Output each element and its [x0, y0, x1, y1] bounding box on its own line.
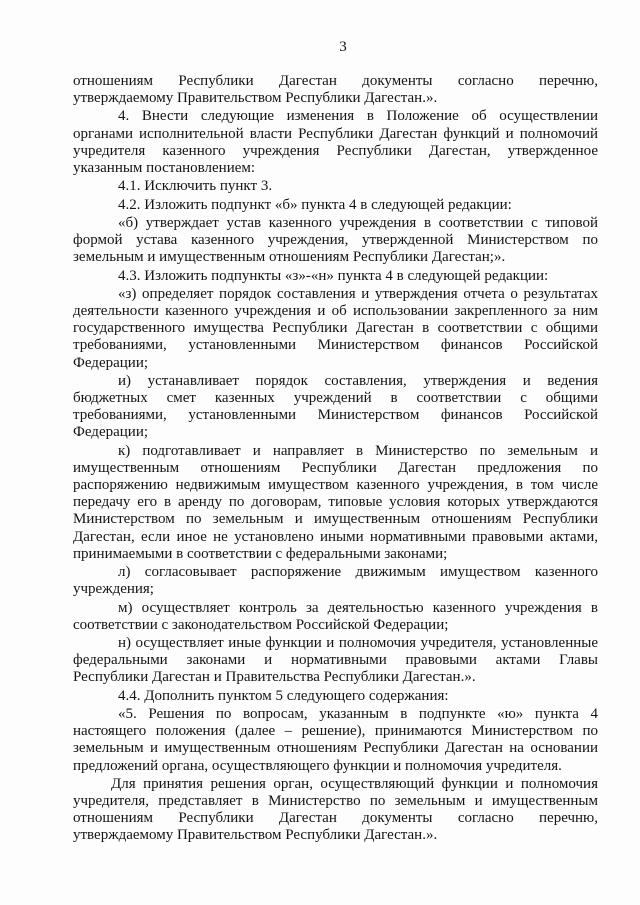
text-line: 4.4. Дополнить пунктом 5 следующего содержания:	[118, 687, 449, 704]
text-line: и) устанавливает порядок составления, утверждения и ведения	[118, 372, 598, 389]
text-line: учреждения;	[73, 581, 154, 598]
text-line: отношениям Республики Дагестан документы согласно перечню,	[73, 73, 598, 89]
text-line: требованиями, установленными Министерством финансов Российской	[73, 407, 598, 424]
text-line: государственного имущества Республики Дагестан в соответствии с общими	[73, 320, 598, 337]
paragraph-decision-procedure	[73, 776, 598, 845]
paragraph-subitem-l	[73, 564, 598, 598]
text-line: принимаемыми в соответствии с федеральными законами;	[73, 545, 448, 562]
text-line: имущественным отношениям Республики Дагестан предложения по	[73, 459, 598, 476]
paragraph-item-5	[73, 706, 598, 775]
text-line: земельным и имущественным отношениям Республики Дагестан;».	[73, 249, 506, 266]
text-line: Дагестан, если иное не установлено иными нормативными правовыми актами,	[73, 528, 598, 545]
text-line: «з) определяет порядок составления и утверждения отчета о результатах	[118, 285, 598, 302]
document-body	[73, 73, 598, 845]
text-line: 4.2. Изложить подпункт «б» пункта 4 в следующей редакции:	[118, 196, 512, 213]
text-line: распоряжению недвижимым имуществом казенного учреждения, в том числе	[73, 477, 598, 494]
text-line: отношениям Республики Дагестан документы согласно перечню,	[73, 810, 598, 827]
text-line: Федерации;	[73, 424, 149, 441]
text-line: утверждаемому Правительством Республики Дагестан.».	[73, 827, 438, 844]
paragraph-item-4-3	[73, 268, 598, 285]
text-line: учредителя, представляет в Министерство по земельным и имущественным	[73, 793, 598, 809]
text-line: Республики Дагестан и Правительства Республики Дагестан.».	[73, 669, 476, 686]
text-line: Федерации;	[73, 354, 149, 371]
text-line: 4. Внести следующие изменения в Положение об осуществлении	[118, 108, 598, 125]
paragraph-subitem-n	[73, 635, 598, 687]
text-line: требованиями, установленными Министерством финансов Российской	[73, 337, 598, 354]
text-line: учредителя казенного учреждения Республики Дагестан, утвержденное	[73, 142, 598, 159]
text-line: н) осуществляет иные функции и полномочия учредителя, установленные	[118, 635, 598, 652]
text-line: настоящего положения (далее – решение), принимаются Министерством по	[73, 723, 598, 740]
paragraph-continuation	[73, 73, 598, 107]
text-line: «б) утверждает устав казенного учреждения в соответствии с типовой	[118, 214, 598, 231]
paragraph-subitem-i	[73, 373, 598, 442]
paragraph-subitem-b	[73, 215, 598, 267]
text-line: 4.1. Исключить пункт 3.	[118, 178, 273, 195]
text-line: деятельности казенного учреждения и об использовании закрепленного за ним	[73, 303, 598, 319]
text-line: соответствии с законодательством Российской Федерации;	[73, 616, 449, 633]
paragraph-item-4	[73, 108, 598, 177]
text-line: Министерством по земельным и имущественным отношениям Республики	[73, 511, 598, 528]
text-line: органами исполнительной власти Республики Дагестан функций и полномочий	[73, 125, 598, 142]
page-number: 3	[339, 39, 347, 55]
text-line: Для принятия решения орган, осуществляющий функции и полномочия	[111, 775, 598, 792]
text-line: указанным постановлением:	[73, 160, 256, 177]
text-line: предложений органа, осуществляющего функции и полномочия учредителя.	[73, 757, 562, 774]
text-line: передачу его в аренду по договорам, типовые условия которых утверждаются	[73, 494, 598, 511]
text-line: м) осуществляет контроль за деятельностью казенного учреждения в	[118, 599, 598, 616]
paragraph-item-4-2	[73, 197, 598, 214]
paragraph-item-4-1	[73, 178, 598, 195]
text-line: формой устава казенного учреждения, утвержденной Министерством по	[73, 232, 598, 249]
text-line: федеральными законами и нормативными правовыми актами Главы	[73, 652, 598, 669]
text-line: бюджетных смет казенных учреждений в соответствии с общими	[73, 390, 598, 407]
text-line: 4.3. Изложить подпункты «з»-«н» пункта 4 в следующей редакции:	[118, 267, 549, 284]
text-line: «5. Решения по вопросам, указанным в подпункте «ю» пункта 4	[118, 705, 598, 722]
text-line: утверждаемому Правительством Республики Дагестан.».	[73, 90, 438, 107]
text-line: л) согласовывает распоряжение движимым имуществом казенного	[118, 564, 598, 581]
text-line: к) подготавливает и направляет в Министерство по земельным и	[118, 442, 598, 459]
paragraph-item-4-4	[73, 688, 598, 705]
paragraph-subitem-z	[73, 286, 598, 372]
paragraph-subitem-m	[73, 600, 598, 634]
text-line: земельным и имущественным отношениям Республики Дагестан на основании	[73, 740, 598, 757]
paragraph-subitem-k	[73, 443, 598, 563]
